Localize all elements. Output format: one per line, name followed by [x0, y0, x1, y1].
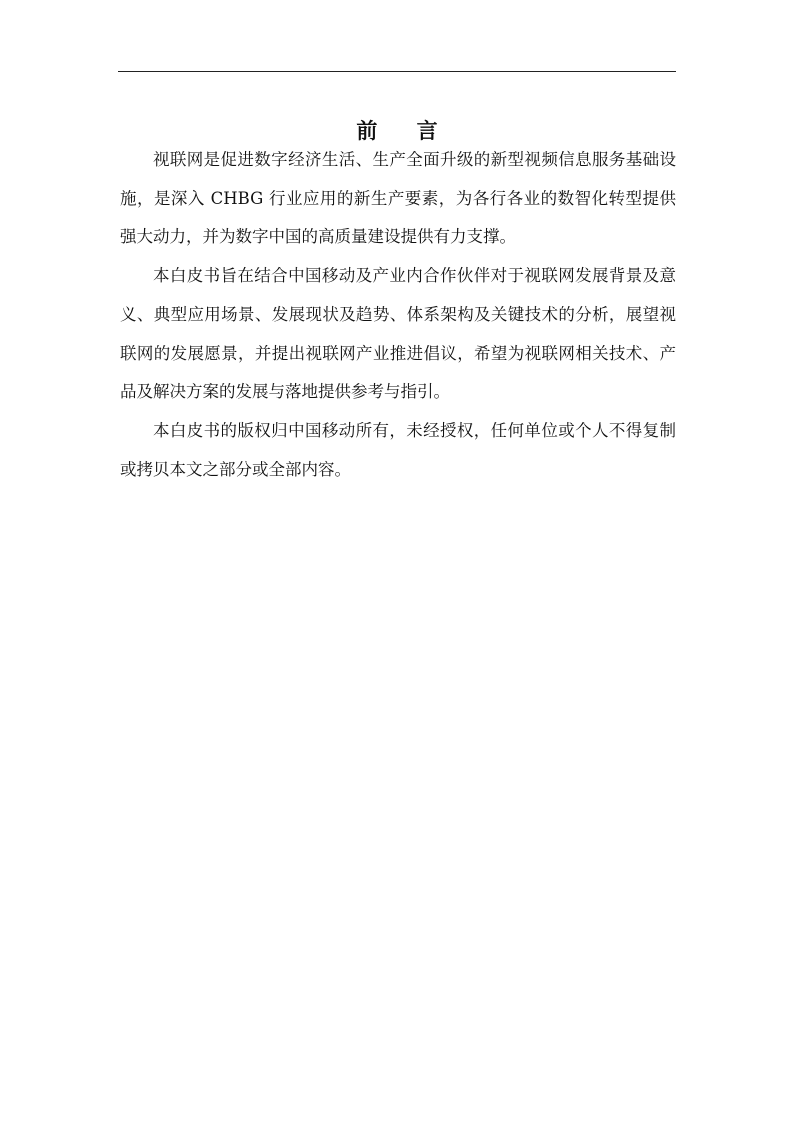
- paragraph-3: 本白皮书的版权归中国移动所有，未经授权，任何单位或个人不得复制或拷贝本文之部分或全部内容。: [120, 420, 676, 479]
- header-rule: [118, 71, 676, 72]
- paragraph-1: 视联网是促进数字经济生活、生产全面升级的新型视频信息服务基础设施，是深入 CHBG 行业应用的新生产要素，为各行各业的数智化转型提供强大动力，并为数字中国的高质量建设提供有力支撑。: [120, 150, 676, 247]
- page-title: 前 言: [356, 119, 454, 144]
- paragraph-2: 本白皮书旨在结合中国移动及产业内合作伙伴对于视联网发展背景及意义、典型应用场景、发展现状及趋势、体系架构及关键技术的分析，展望视联网的发展愿景，并提出视联网产业推进倡议，希望为视联网相关技术、产品及解决方案的发展与落地提供参考与指引。: [120, 266, 676, 402]
- body-text: [120, 141, 676, 489]
